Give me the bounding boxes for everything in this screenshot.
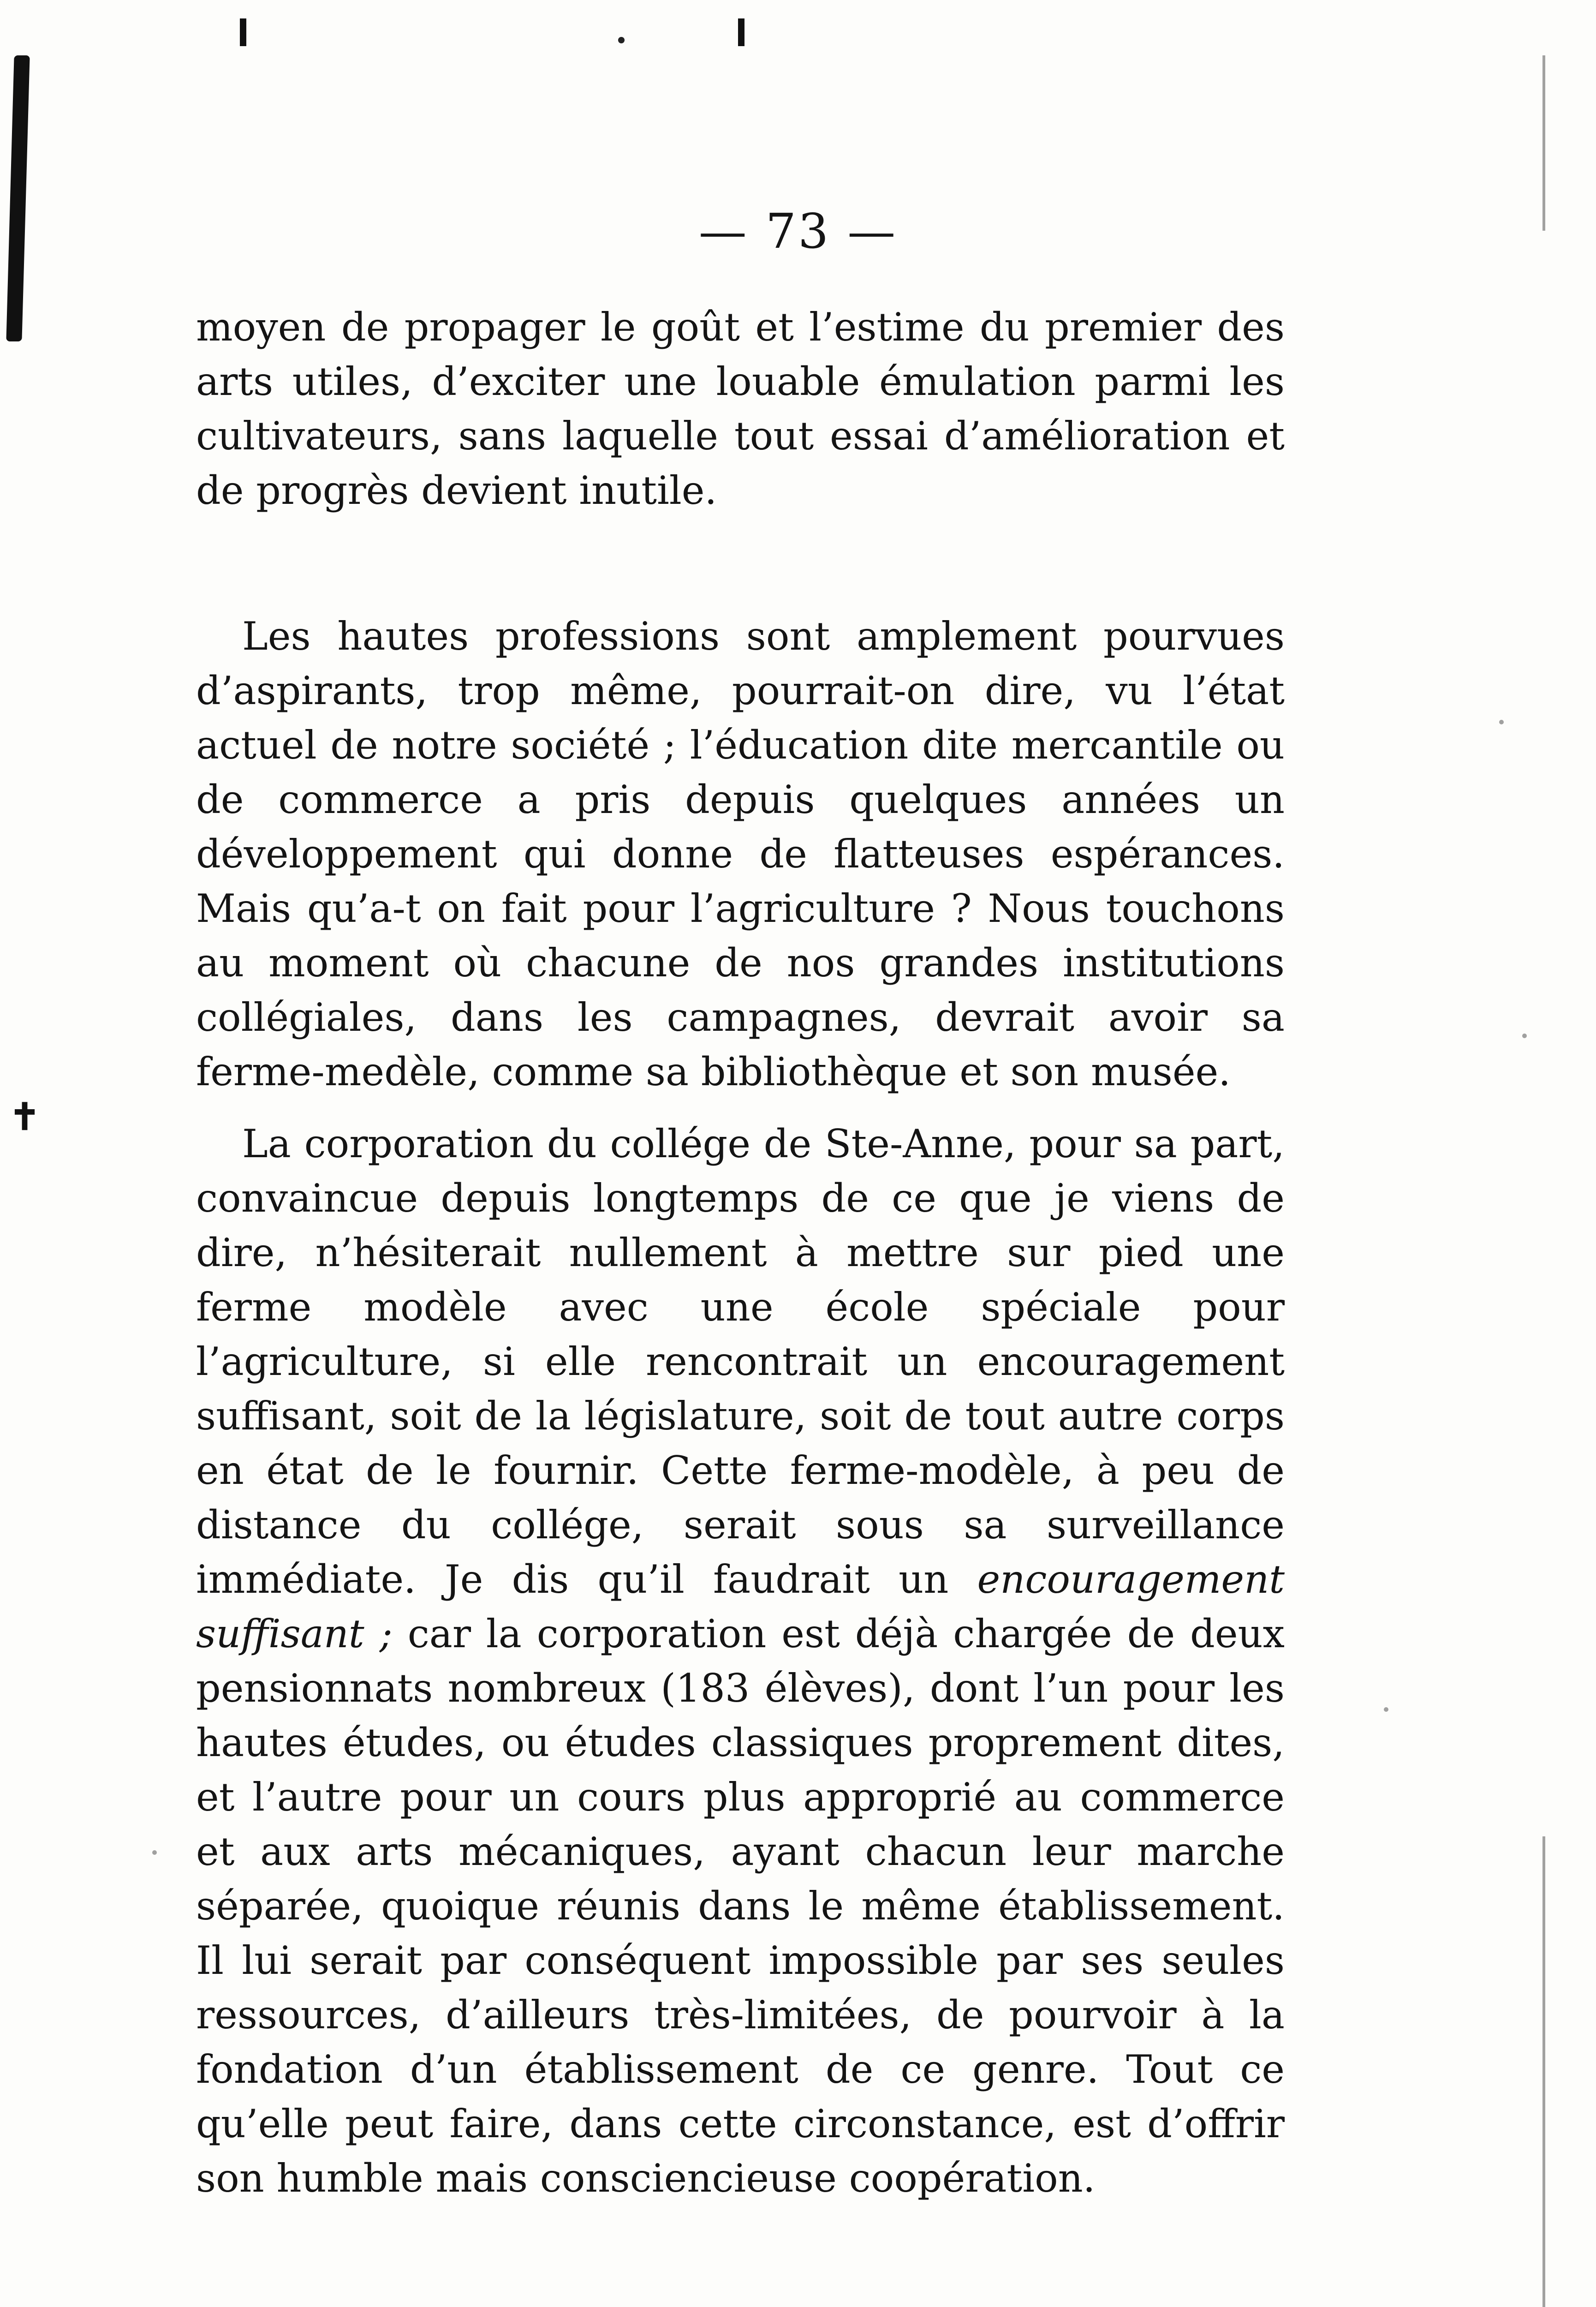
scan-speck (152, 1850, 157, 1855)
scan-speck (1522, 1034, 1527, 1038)
paragraph-3-text-end: car la corporation est déjà chargée de deux pensionnats nombreux (183 élèves), dont l’un pour les hautes études, ou études classiques proprement dites, et l’autre pour un cours plus approprié au commerce et aux arts mécaniques, ayant chacun leur marche séparée, quoique réunis dans le même établissement. Il lui serait par conséquent impossible par ses seules ressources, d’ailleurs très-limitées, de pourvoir à la fondation d’un établissement de ce genre. Tout ce qu’elle peut faire, dans cette circonstance, est d’offrir son humble mais consciencieuse coopération. (196, 1611, 1285, 2201)
paragraph-3-text-start: La corporation du collége de Ste-Anne, pour sa part, convaincue depuis longtemps de ce que je viens de dire, n’hésiterait nullement à mettre sur pied une ferme modèle avec une école spéciale pour l’agriculture, si elle rencontrait un encouragement suffisant, soit de la législature, soit de tout autre corps en état de le fournir. Cette ferme-modèle, à peu de distance du collége, serait sous sa surveillance immédiate. Je dis qu’il faudrait un (196, 1121, 1285, 1602)
page-number: — 73 — (698, 203, 898, 259)
scan-mark (738, 18, 744, 46)
scan-speck (1499, 720, 1504, 724)
paragraph-1: moyen de propager le goût et l’estime du premier des arts utiles, d’exciter une louable émulation parmi les cultivateurs, sans laquelle tout essai d’amélioration et de progrès devient inutile. (196, 305, 1285, 513)
paragraph-2: Les hautes professions sont amplement pourvues d’aspirants, trop même, pourrait-on dire, vu l’état actuel de notre société ; l’éducation dite mercantile ou de commerce a pris depuis quelques années un développement qui donne de flatteuses espérances. Mais qu’a-t on fait pour l’agriculture ? Nous touchons au moment où chacune de nos grandes institutions collégiales, dans les campagnes, devrait avoir sa ferme-medèle, comme sa bibliothèque et son musée. (196, 614, 1285, 1094)
scan-dot (618, 37, 625, 43)
scan-speck (1384, 1707, 1388, 1712)
scan-edge-shadow (6, 55, 30, 341)
margin-mark: ✝ (9, 1095, 41, 1138)
scan-mark (240, 18, 246, 46)
scan-dust (1542, 1836, 1545, 2307)
paragraph-3-emphasis: encouragement suffisant ; (196, 1557, 1285, 1656)
paragraph-3 (196, 1117, 1285, 2205)
